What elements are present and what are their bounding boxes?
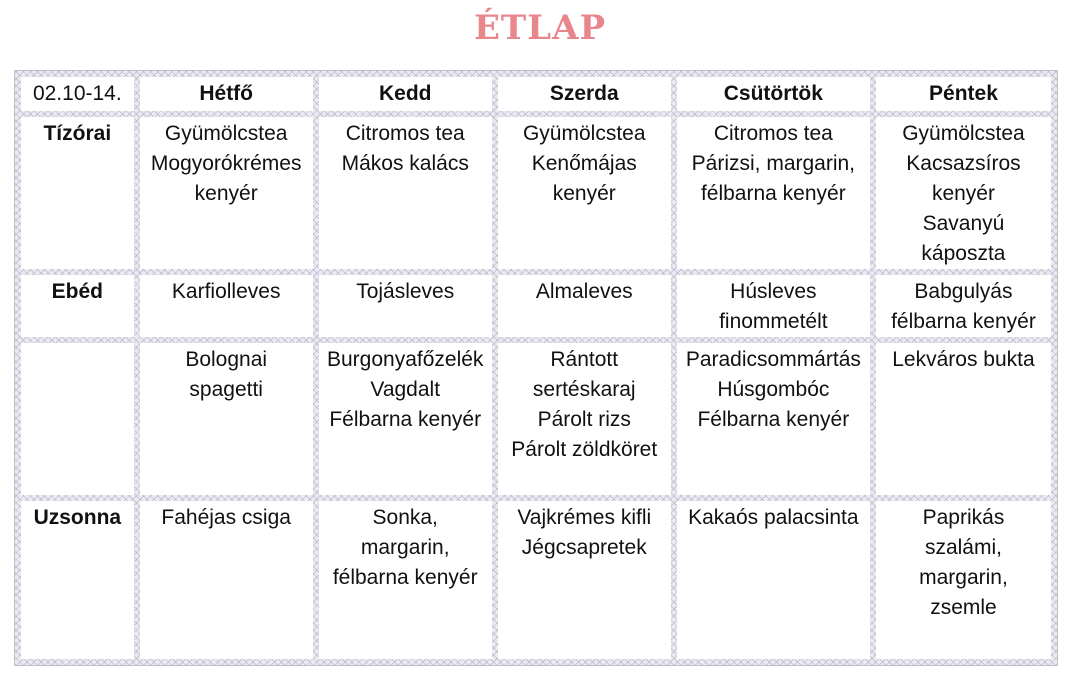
- menu-item-line: Kacsazsíros: [906, 152, 1021, 175]
- day-header-friday: Péntek: [876, 77, 1051, 111]
- menu-row: [21, 275, 1051, 337]
- menu-item-line: Párolt zöldköret: [511, 438, 658, 461]
- menu-item-line: Félbarna kenyér: [697, 408, 850, 431]
- menu-item-line: Kenőmájas: [531, 152, 637, 175]
- meal-label: Uzsonna: [21, 501, 134, 659]
- menu-row: [21, 117, 1051, 269]
- menu-item-line: Fahéjas csiga: [161, 506, 291, 529]
- day-header-thursday: Csütörtök: [677, 77, 870, 111]
- menu-item-line: Rántott: [550, 348, 619, 371]
- menu-item-line: Kakaós palacsinta: [688, 506, 859, 529]
- menu-item-line: Babgulyás: [914, 280, 1013, 303]
- meal-label: Ebéd: [21, 275, 134, 337]
- menu-cell: [876, 117, 1051, 269]
- day-header-wednesday: Szerda: [498, 77, 671, 111]
- menu-item-line: Sonka,: [372, 506, 438, 529]
- menu-cell: [140, 343, 313, 495]
- menu-item-line: Almaleves: [535, 280, 633, 303]
- menu-cell: [677, 343, 870, 495]
- page-title: ÉTLAP: [473, 8, 607, 48]
- menu-cell: [677, 501, 870, 659]
- day-header-tuesday: Kedd: [319, 77, 492, 111]
- menu-item-line: spagetti: [189, 378, 263, 401]
- menu-item-line: Vagdalt: [370, 378, 441, 401]
- menu-item-line: Párolt rizs: [537, 408, 631, 431]
- menu-cell: [319, 117, 492, 269]
- menu-item-line: félbarna kenyér: [332, 566, 478, 589]
- menu-cell: [876, 501, 1051, 659]
- menu-item-line: zsemle: [930, 596, 997, 619]
- menu-table: [14, 70, 1058, 666]
- menu-row: [21, 343, 1051, 495]
- menu-cell: [319, 275, 492, 337]
- menu-item-line: Tojásleves: [356, 280, 455, 303]
- meal-label: [21, 343, 134, 495]
- menu-cell: [319, 343, 492, 495]
- menu-item-line: Gyümölcstea: [902, 122, 1025, 145]
- menu-cell: [140, 117, 313, 269]
- menu-item-line: káposzta: [921, 242, 1006, 265]
- menu-item-line: Gyümölcstea: [522, 122, 646, 145]
- menu-item-line: Lekváros bukta: [892, 348, 1035, 371]
- meal-label: Tízórai: [21, 117, 134, 269]
- menu-item-line: kenyér: [931, 182, 995, 205]
- menu-item-line: félbarna kenyér: [700, 182, 846, 205]
- menu-cell: [876, 343, 1051, 495]
- menu-item-line: Gyümölcstea: [164, 122, 288, 145]
- menu-cell: [140, 275, 313, 337]
- menu-cell: [876, 275, 1051, 337]
- menu-item-line: Vajkrémes kifli: [517, 506, 652, 529]
- menu-item-line: Mogyorókrémes: [150, 152, 302, 175]
- menu-item-line: Húsleves: [730, 280, 817, 303]
- menu-item-line: finommetélt: [719, 310, 828, 333]
- menu-item-line: sertéskaraj: [532, 378, 636, 401]
- menu-item-line: Savanyú: [922, 212, 1005, 235]
- menu-item-line: Húsgombóc: [717, 378, 830, 401]
- menu-item-line: margarin,: [919, 566, 1008, 589]
- menu-item-line: Paradicsommártás: [685, 348, 861, 371]
- menu-item-line: Párizsi, margarin,: [691, 152, 856, 175]
- menu-item-line: Bolognai: [185, 348, 268, 371]
- menu-item-line: félbarna kenyér: [891, 310, 1036, 333]
- menu-cell: [319, 501, 492, 659]
- menu-item-line: Félbarna kenyér: [329, 408, 482, 431]
- header-row: [21, 77, 1051, 111]
- menu-cell: [140, 501, 313, 659]
- menu-item-line: Citromos tea: [713, 122, 833, 145]
- menu-item-line: kenyér: [194, 182, 258, 205]
- menu-item-line: Burgonyafőzelék: [327, 348, 484, 371]
- menu-item-line: kenyér: [552, 182, 616, 205]
- day-header-monday: Hétfő: [140, 77, 313, 111]
- menu-row: [21, 501, 1051, 659]
- menu-cell: [498, 275, 671, 337]
- menu-cell: [498, 117, 671, 269]
- menu-item-line: Karfiolleves: [171, 280, 281, 303]
- menu-item-line: szalámi,: [924, 536, 1002, 559]
- menu-cell: [498, 501, 671, 659]
- menu-item-line: Mákos kalács: [341, 152, 469, 175]
- menu-item-line: margarin,: [360, 536, 450, 559]
- menu-item-line: Paprikás: [922, 506, 1005, 529]
- date-range-cell: 02.10-14.: [21, 77, 134, 111]
- menu-cell: [498, 343, 671, 495]
- menu-item-line: Jégcsapretek: [521, 536, 647, 559]
- menu-item-line: Citromos tea: [345, 122, 465, 145]
- menu-cell: [677, 117, 870, 269]
- menu-cell: [677, 275, 870, 337]
